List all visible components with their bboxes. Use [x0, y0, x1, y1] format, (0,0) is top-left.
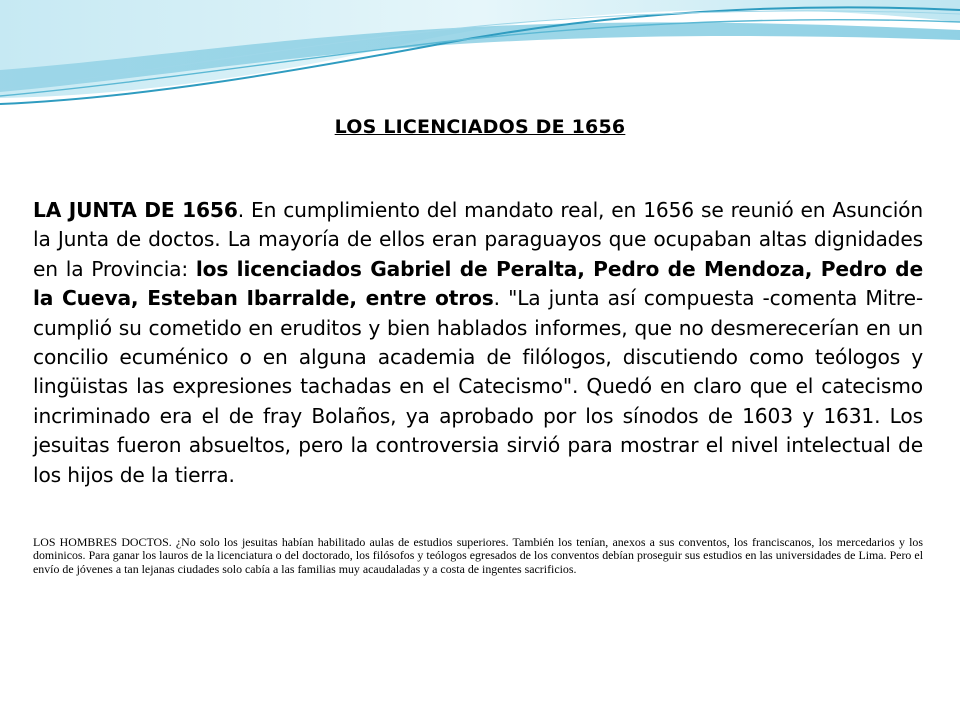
wave-band-light [0, 0, 960, 98]
secondary-paragraph-text: . ¿No solo los jesuitas habían habilitado aulas de estudios superiores. También los tenían, anexos a sus conventos, los franciscanos, los mercedarios y los dominicos. Para ganar los lauros de la licenciatura o del doctorado, los filósofos y teólogos egresados de los conventos debían proseguir sus estudios en las universidades de Lima. Pero el envío de jóvenes a tan lejanas ciudades solo cabía a las familias muy acaudaladas y a costa de ingentes sacrificios. [33, 535, 923, 576]
paragraph-text-part-1: . En cumplimiento del mandato real, en 1656 se reunió en Asunción la Junta de doctos. La mayoría de ellos eran paraguayos que ocupaban altas dignidades en la Provincia: [33, 198, 923, 281]
paragraph-lead-heading: LA JUNTA DE 1656 [33, 198, 238, 222]
secondary-paragraph-lead: LOS HOMBRES DOCTOS [33, 535, 169, 549]
secondary-paragraph [33, 536, 923, 576]
main-paragraph [33, 196, 923, 490]
paragraph-names-bold: los licenciados Gabriel de Peralta, Pedro de Mendoza, Pedro de la Cueva, Esteban Ibarralde, entre otros [33, 256, 924, 311]
page-title: LOS LICENCIADOS DE 1656 [334, 116, 626, 138]
header-wave-decoration [0, 0, 960, 115]
paragraph-text-part-2: . "La junta así compuesta -comenta Mitre- cumplió su cometido en eruditos y bien hablados informes, que no desmerecerían en un concilio ecuménico o en alguna academia de filólogos, discutiendo como teólogos y lingüistas las expresiones tachadas en el Catecismo". Quedó en claro que el catecismo incriminado era el de fray Bolaños, ya aprobado por los sínodos de 1603 y 1631. Los jesuitas fueron absueltos, pero la controversia sirvió para mostrar el nivel intelectual de los hijos de la tierra. [33, 286, 923, 487]
